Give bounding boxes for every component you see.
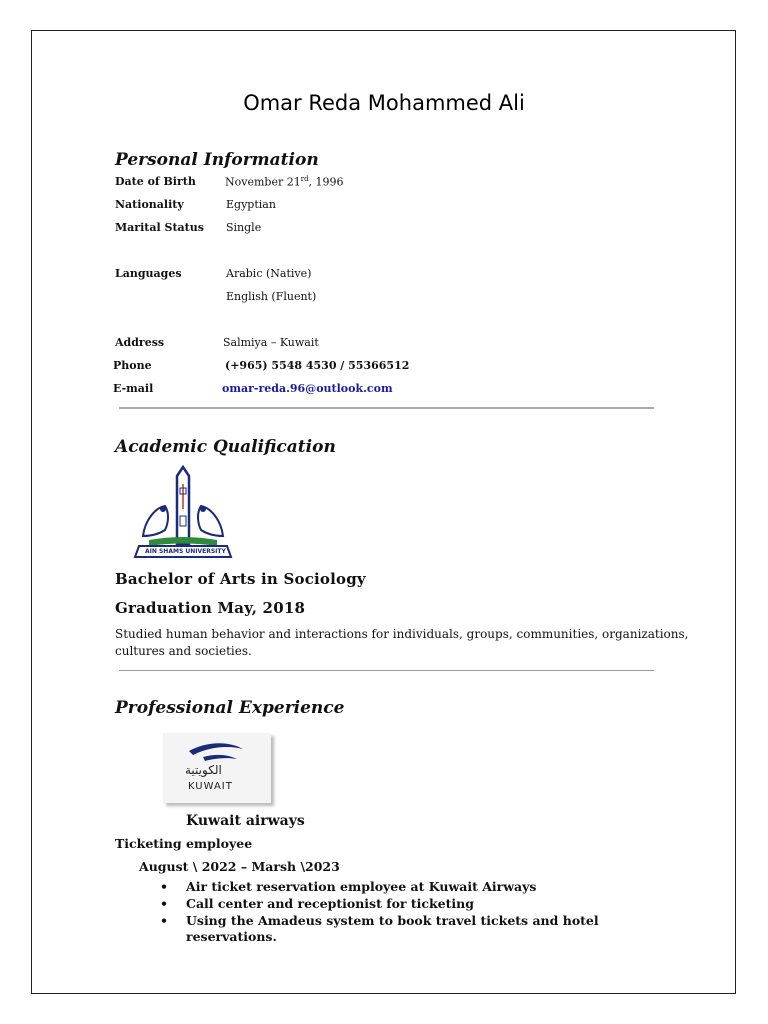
university-logo-text: AIN SHAMS UNIVERSITY [145,548,226,555]
dob-label: Date of Birth [115,175,196,188]
phone-label: Phone [113,359,152,372]
company-name-text: Kuwait airways [186,813,305,829]
address-value: Salmiya – Kuwait [223,336,319,349]
graduation-date: Graduation May, 2018 [115,599,306,617]
languages-label: Languages [115,267,182,280]
list-item: • Air ticket reservation employee at Kuwait Airways [160,879,640,895]
address-label: Address [115,336,165,349]
dob-day: November 21 [225,175,301,189]
phone-value: (+965) 5548 4530 / 55366512 [225,359,410,372]
degree-title: Bachelor of Arts in Sociology [115,570,366,588]
divider [119,407,654,409]
company-name [186,813,305,829]
responsibilities-list [160,879,640,946]
dob-value [225,175,344,189]
dob-ordinal: rd [300,175,309,183]
email-label: E-mail [113,382,154,395]
kuwait-airways-logo [163,733,271,803]
job-period: August \ 2022 – Marsh \2023 [139,859,340,874]
dob-year: , 1996 [308,175,344,189]
kuwait-airways-arabic: الكويتية [185,763,222,777]
university-seal-icon [115,464,252,560]
job-role: Ticketing employee [115,836,253,851]
marital-status-label: Marital Status [115,221,204,234]
language-english: English (Fluent) [226,290,317,303]
academic-heading: Academic Qualification [115,437,336,457]
list-item: • Using the Amadeus system to book travel tickets and hotel reservations. [160,913,640,945]
nationality-value: Egyptian [226,198,276,211]
email-link[interactable]: omar-reda.96@outlook.com [222,382,393,395]
marital-status-value: Single [226,221,262,234]
list-item: • Call center and receptionist for ticketing [160,896,640,912]
ain-shams-university-logo [115,464,252,560]
kuwait-airways-wordmark: KUWAIT [188,781,233,792]
candidate-name: Omar Reda Mohammed Ali [243,91,525,115]
divider [119,670,654,671]
personal-info-heading: Personal Information [115,150,319,170]
degree-description: Studied human behavior and interactions for individuals, groups, communities, organizations, cultures and societies. [115,627,689,658]
nationality-label: Nationality [115,198,184,211]
experience-heading: Professional Experience [115,698,345,718]
language-arabic: Arabic (Native) [226,267,312,280]
